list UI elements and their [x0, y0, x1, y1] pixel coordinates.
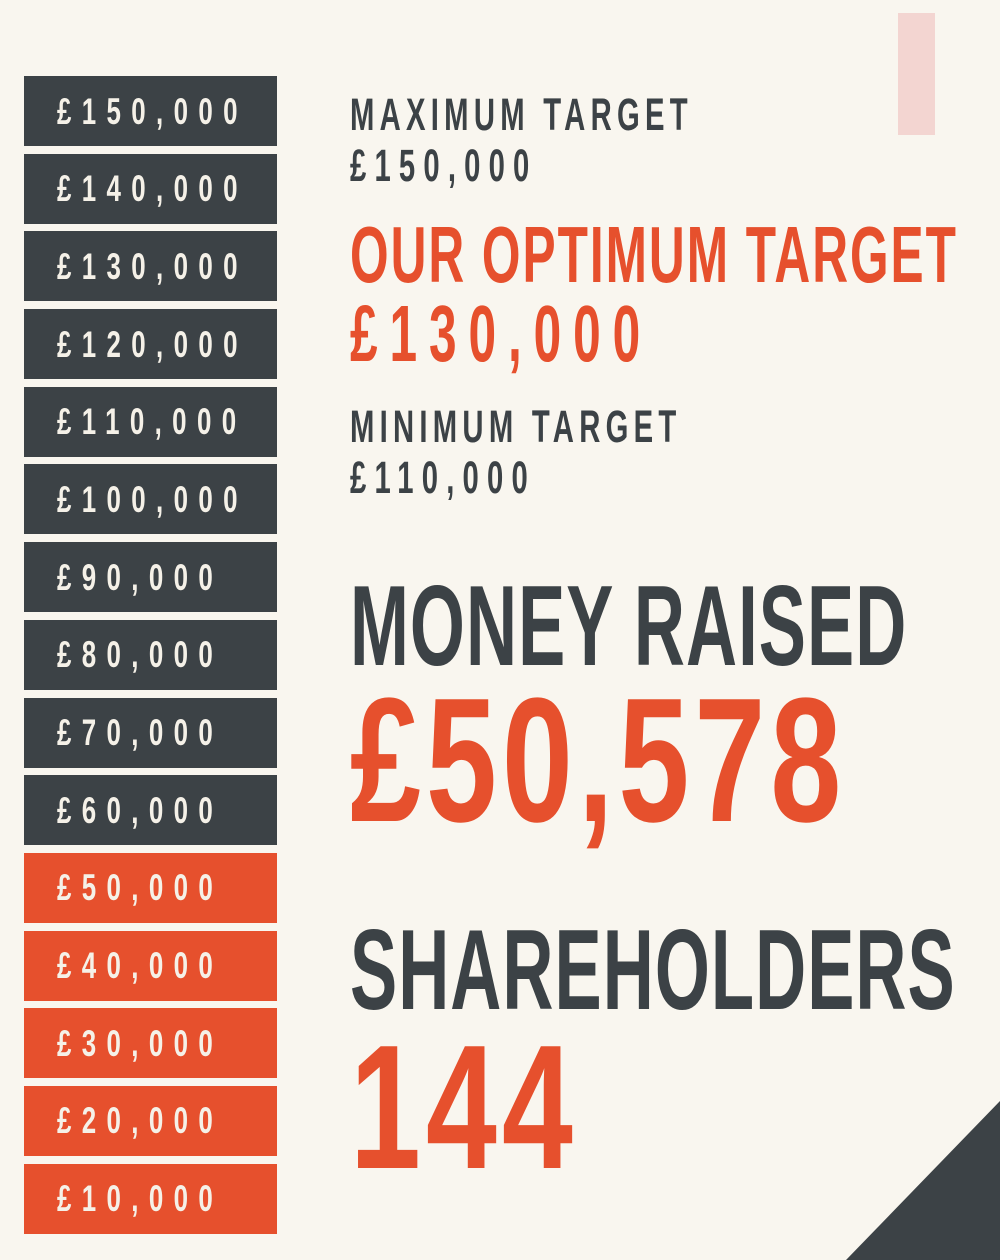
shareholders-label: SHAREHOLDERS: [350, 907, 956, 1034]
ladder-bar: [24, 76, 277, 146]
maximum-target-value: £150,000: [350, 140, 538, 191]
money-raised-value: £50,578: [350, 661, 847, 859]
ladder-bar-label: £60,000: [57, 789, 224, 831]
ladder-bar: [24, 1164, 277, 1234]
ladder-bar-label: £100,000: [57, 478, 248, 520]
ladder-bar-label: £40,000: [57, 945, 224, 987]
optimum-target-label: OUR OPTIMUM TARGET: [350, 210, 958, 299]
ladder-bar-label: £150,000: [57, 90, 248, 132]
ladder-bar-label: £110,000: [57, 401, 247, 443]
ladder-bar-label: £80,000: [57, 634, 224, 676]
ladder-bar: [24, 464, 277, 534]
shareholders-value: 144: [350, 1008, 578, 1206]
optimum-target-value: £130,000: [350, 289, 653, 378]
ladder-bar-label: £90,000: [57, 556, 224, 598]
corner-triangle-decoration: [846, 1101, 1000, 1260]
ladder-bar: [24, 1008, 277, 1078]
minimum-target-value: £110,000: [350, 452, 536, 503]
ladder-bar: [24, 931, 277, 1001]
ladder-bar-label: £50,000: [57, 867, 224, 909]
ladder-bar: [24, 154, 277, 224]
ladder-bar: [24, 853, 277, 923]
ladder-bar-label: £10,000: [57, 1178, 224, 1220]
ladder-bar: [24, 309, 277, 379]
ladder-bar: [24, 1086, 277, 1156]
ladder-bar-label: £140,000: [57, 168, 248, 210]
pink-accent-bar: [898, 13, 935, 135]
minimum-target-label: MINIMUM TARGET: [350, 401, 682, 452]
ladder-bar-label: £130,000: [57, 245, 248, 287]
ladder-bar: [24, 542, 277, 612]
money-raised-label: MONEY RAISED: [350, 563, 908, 690]
ladder-bar: [24, 698, 277, 768]
ladder-bar: [24, 231, 277, 301]
fundraising-ladder: [24, 76, 277, 1234]
ladder-bar-label: £70,000: [57, 712, 224, 753]
ladder-bar: [24, 775, 277, 845]
ladder-bar-label: £30,000: [57, 1022, 224, 1064]
ladder-bar-label: £20,000: [57, 1100, 224, 1142]
ladder-bar-label: £120,000: [57, 323, 248, 365]
ladder-bar: [24, 620, 277, 690]
ladder-bar: [24, 387, 277, 457]
maximum-target-label: MAXIMUM TARGET: [350, 89, 693, 140]
